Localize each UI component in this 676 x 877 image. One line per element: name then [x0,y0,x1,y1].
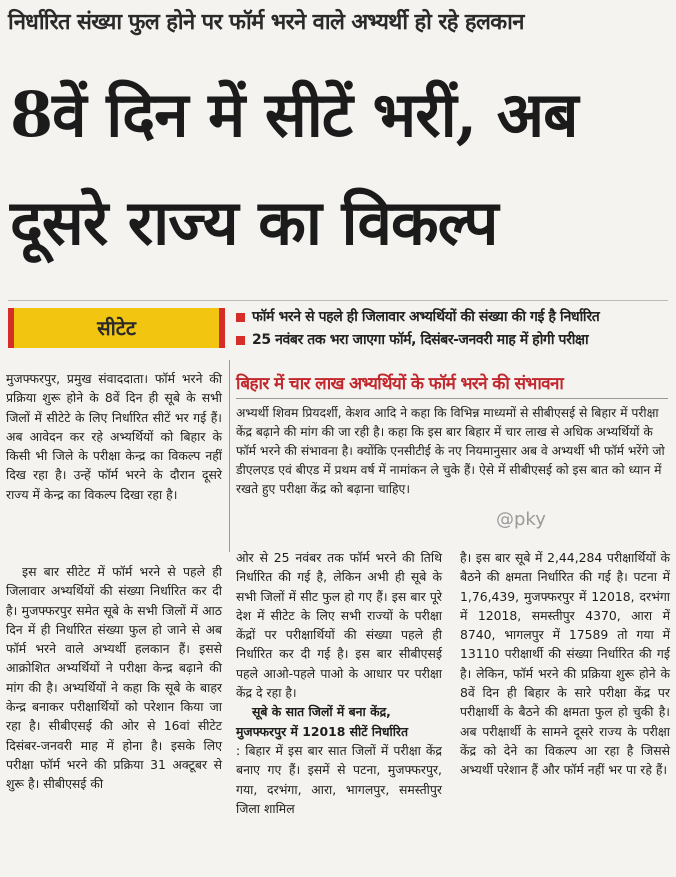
body-paragraph: : बिहार में इस बार सात जिलों में परीक्षा केंद्र बनाए गए हैं। इसमें से पटना, मुजफ्फरपुर, गया, दरभंगा, आरा, भागलपुर, समस्तीपुर जिला शामिल [236,742,442,816]
kicker-headline: निर्धारित संख्या फुल होने पर फॉर्म भरने वाले अभ्यर्थी हो रहे हलकान [8,10,524,35]
intro-paragraph: मुजफ्फरपुर, प्रमुख संवाददाता। फॉर्म भरने की प्रक्रिया शुरू होने के 8वें दिन ही सूबे के सभी जिलों में सीटेटे के लिए निर्धारित सीटें भर गई हैं। अब आवेदन कर रहे अभ्यर्थियों को बिहार के किसी भी जिले के परीक्षा केन्द्र का विकल्प नहीं दिख रहा है। उन्हें फॉर्म भरने के दौरान दूसरे राज्य में केन्द्र का विकल्प दिखा रहा है। [6,371,222,502]
body-paragraph: इस बार सीटेट में फॉर्म भरने से पहले ही जिलावार अभ्यर्थियों की संख्या निर्धारित कर दी है। मुजफ्फरपुर समेत सूबे के सभी जिलों में आठ दिन में ही निर्धारित संख्या फुल हो जाने से अब फॉर्म भरने वाले अभ्यर्थी हलकान हैं। इससे आक्रोशित अभ्यर्थियों ने परीक्षा केन्द्र बढ़ाने की मांग की है। अभ्यर्थियों ने कहा कि सूबे के बाहर केन्द्र बनाकर परीक्षार्थियों को परेशान किया जा रहा है। सीबीएसई की ओर से 16वां सीटेट दिसंबर-जनवरी माह में होना है। इसके लिए परीक्षा फॉर्म भरने की प्रक्रिया 31 अक्टूबर से शुरू है। सीबीएसई की [6,564,222,792]
bullet-item: फॉर्म भरने से पहले ही जिलावार अभ्यर्थियों की संख्या की गई है निर्धारित [236,306,668,329]
headline-line-2: दूसरे राज्य का विकल्प [10,186,498,259]
box-body: अभ्यर्थी शिवम प्रियदर्शी, केशव आदि ने कहा कि विभिन्न माध्यमों से सीबीएसई से बिहार में परीक्षा केंद्र बढ़ाने की मांग की जा रही है। कहा कि इस बार बिहार में चार लाख से अधिक अभ्यर्थियों के फॉर्म भरने की संभावना है। क्योंकि एनसीटीई के नए नियमानुसार अब वे अभ्यर्थी भी फॉर्म भरेंगे जो डीएलएड एवं बीएड में प्रथम वर्ष में नामांकन ले चुके हैं। ऐसे में सीबीएसई को इस बात को ध्यान में रखते हुए परीक्षा केंद्र को बढ़ाना चाहिए। [236,406,665,496]
subheading: सूबे के सात जिलों में बना केंद्र, मुजफ्फरपुर में 12018 सीटें निर्धारित [236,704,409,739]
divider [8,300,668,301]
body-paragraph: है। इस बार सूबे में 2,44,284 परीक्षार्थियों के बैठने की क्षमता निर्धारित की गई है। पटना में 1,76,439, मुजफ्फरपुर में 12018, दरभंगा में 12018, समस्तीपुर 4370, आरा में 8740, भागलपुर में 17589 तो गया में 13110 परीक्षार्थी की संख्या निर्धारित की गई है। लेकिन, फॉर्म भरने की प्रक्रिया शुरू होने के 8वें दिन ही बिहार के सारे परीक्षा केंद्र पर परीक्षार्थी के बैठने की क्षमता फुल हो चुकी है। अब परीक्षार्थी के सामने दूसरे राज्य के परीक्षा केंद्र को देने का विकल्प आ रहा है जिससे अभ्यर्थी परेशान हैं और फॉर्म नहीं भर पा रहे हैं। [460,550,670,778]
column-1-body [6,562,222,794]
column-1-intro [6,369,222,504]
section-badge: सीटेट [8,308,225,348]
watermark: @pky [496,509,546,530]
bullet-square-icon [236,313,245,322]
bullet-item: 25 नवंबर तक भरा जाएगा फॉर्म, दिसंबर-जनवरी माह में होगी परीक्षा [236,329,668,352]
column-3 [460,548,670,780]
column-2 [236,548,442,818]
headline-line-1: 8वें दिन में सीटें भरीं, अब [10,78,578,151]
bullet-square-icon [236,336,245,345]
box-heading: बिहार में चार लाख अभ्यर्थियों के फॉर्म भरने की संभावना [236,371,668,399]
highlight-bullets [236,306,668,352]
body-paragraph: ओर से 25 नवंबर तक फॉर्म भरने की तिथि निर्धारित की गई है, लेकिन अभी ही सूबे के सभी जिलों में सीट फुल हो गए हैं। इस बार पूरे देश में सीटेट के लिए सभी राज्यों के परीक्षा केंद्रों पर परीक्षार्थियों की संख्या पहले ही निर्धारित कर दी गई है। इस बार सीबीएसई पहले आओ-पहले पाओ के आधार पर परीक्षा केंद्र दे रहा है। [236,550,442,701]
column-divider [229,360,230,552]
